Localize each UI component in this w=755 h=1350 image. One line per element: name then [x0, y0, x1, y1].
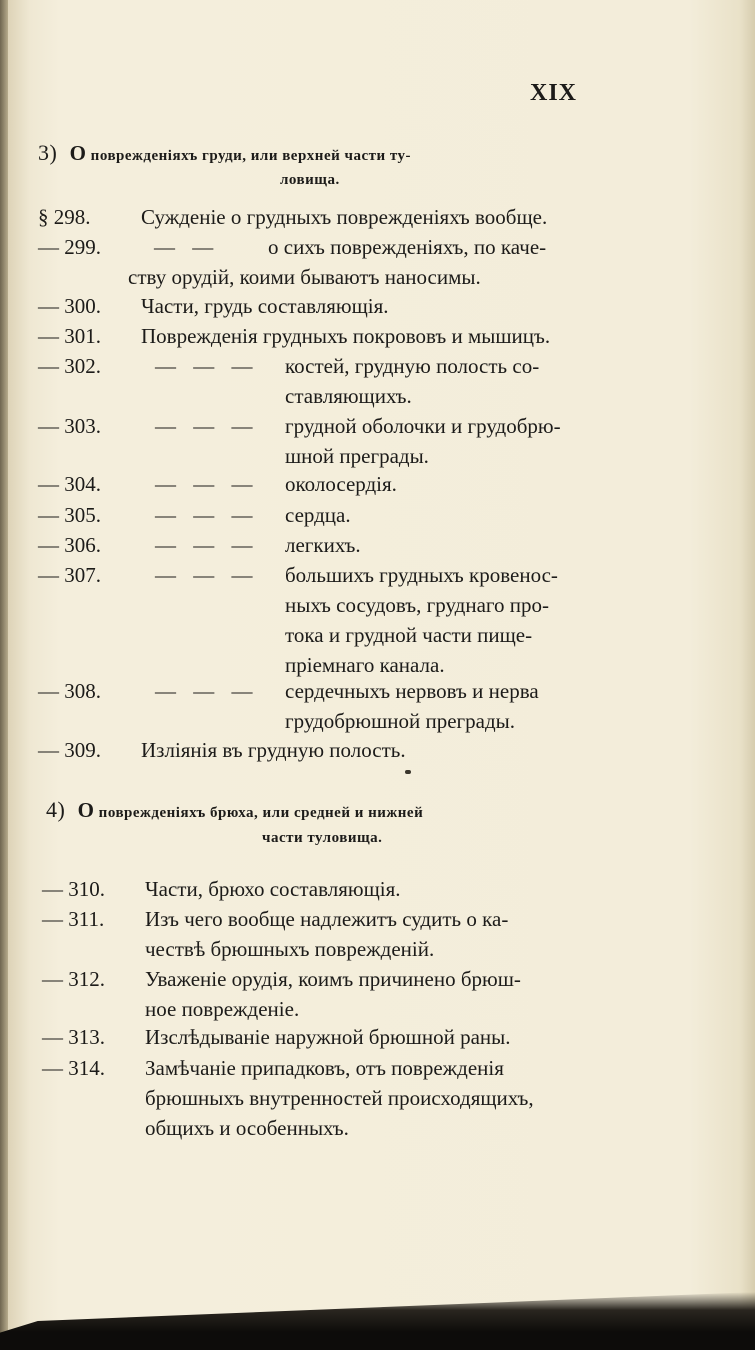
- entry-number: — 300.: [38, 294, 101, 318]
- section-4-title-line2: части туловища.: [262, 830, 383, 846]
- entry-text: большихъ грудныхъ кровенос-: [285, 563, 558, 587]
- ditto-dashes: — — —: [155, 354, 259, 378]
- entry-text: Замѣчаніе припадковъ, отъ поврежденія: [145, 1056, 504, 1080]
- entry-number: — 304.: [38, 472, 101, 496]
- entry-text: чествѣ брюшныхъ поврежденій.: [145, 937, 435, 961]
- entry-text: Уваженіе орудія, коимъ причинено брюш-: [145, 967, 521, 991]
- entry-text: тока и грудной части пище-: [285, 623, 533, 647]
- entry-text: ныхъ сосудовъ, груднаго про-: [285, 593, 549, 617]
- entry-text: грудной оболочки и грудобрю-: [285, 414, 561, 438]
- ditto-dashes: — — —: [155, 533, 259, 557]
- entry-number: — 299.: [38, 235, 101, 259]
- entry-number: — 311.: [42, 907, 105, 931]
- ditto-dashes: — — —: [155, 414, 259, 438]
- section-3-prefix: O: [69, 141, 87, 165]
- section-4-heading: [46, 797, 423, 823]
- entry-text: ное поврежденіе.: [145, 997, 300, 1021]
- entry-number: — 306.: [38, 533, 101, 557]
- entry-number: — 312.: [42, 967, 105, 991]
- entry-number: — 310.: [42, 877, 105, 901]
- section-4-prefix: O: [77, 798, 95, 822]
- section-3-heading: [38, 140, 411, 166]
- page-bottom-shadow: [0, 1292, 755, 1350]
- entry-text: брюшныхъ внутренностей происходящихъ,: [145, 1086, 534, 1110]
- entry-number: — 309.: [38, 738, 101, 762]
- entry-text: шной преграды.: [285, 444, 429, 468]
- entry-text: о сихъ поврежденіяхъ, по каче-: [268, 235, 547, 259]
- ditto-dashes: — — —: [155, 503, 259, 527]
- ditto-dashes: — — —: [155, 472, 259, 496]
- entry-number: § 298.: [38, 205, 91, 229]
- entry-number: — 303.: [38, 414, 101, 438]
- entry-text: грудобрюшной преграды.: [285, 709, 516, 733]
- entry-number: — 301.: [38, 324, 101, 348]
- section-3-title-line1: поврежденіяхъ груди, или верхней части ту-: [90, 148, 412, 164]
- entry-text: Изліянія въ грудную полость.: [141, 738, 406, 762]
- entry-text: сердечныхъ нервовъ и нерва: [285, 679, 539, 703]
- section-4-number: 4): [46, 797, 66, 822]
- entry-text: околосердія.: [285, 472, 397, 496]
- entry-text: Изслѣдываніе наружной брюшной раны.: [145, 1025, 511, 1049]
- section-4-title-line1: поврежденіяхъ брюха, или средней и нижней: [98, 805, 424, 821]
- entry-number: — 313.: [42, 1025, 105, 1049]
- entry-number: — 307.: [38, 563, 101, 587]
- ditto-dashes: — —: [154, 235, 220, 259]
- entry-text: общихъ и особенныхъ.: [145, 1116, 349, 1140]
- entry-text: костей, грудную полость со-: [285, 354, 540, 378]
- entry-text: Части, брюхо составляющія.: [145, 877, 401, 901]
- ditto-dashes: — — —: [155, 679, 259, 703]
- entry-text: пріемнаго канала.: [285, 653, 445, 677]
- ink-blemish: [405, 770, 411, 774]
- entry-number: — 302.: [38, 354, 101, 378]
- entry-text: ству орудій, коими бываютъ наносимы.: [128, 265, 481, 289]
- entry-text: Изъ чего вообще надлежитъ судить о ка-: [145, 907, 509, 931]
- entry-number: — 314.: [42, 1056, 105, 1080]
- entry-number: — 305.: [38, 503, 101, 527]
- entry-text: Сужденіе о грудныхъ поврежденіяхъ вообще.: [141, 205, 548, 229]
- entry-text: ставляющихъ.: [285, 384, 412, 408]
- entry-text: Части, грудь составляющія.: [141, 294, 389, 318]
- ditto-dashes: — — —: [155, 563, 259, 587]
- entry-number: — 308.: [38, 679, 101, 703]
- entry-text: легкихъ.: [285, 533, 361, 557]
- book-spine: [0, 0, 8, 1350]
- entry-text: сердца.: [285, 503, 351, 527]
- entry-text: Поврежденія грудныхъ покрововъ и мышицъ.: [141, 324, 551, 348]
- page-folio: XIX: [530, 80, 578, 106]
- section-3-title-line2: ловища.: [280, 172, 340, 188]
- section-3-number: 3): [38, 140, 58, 165]
